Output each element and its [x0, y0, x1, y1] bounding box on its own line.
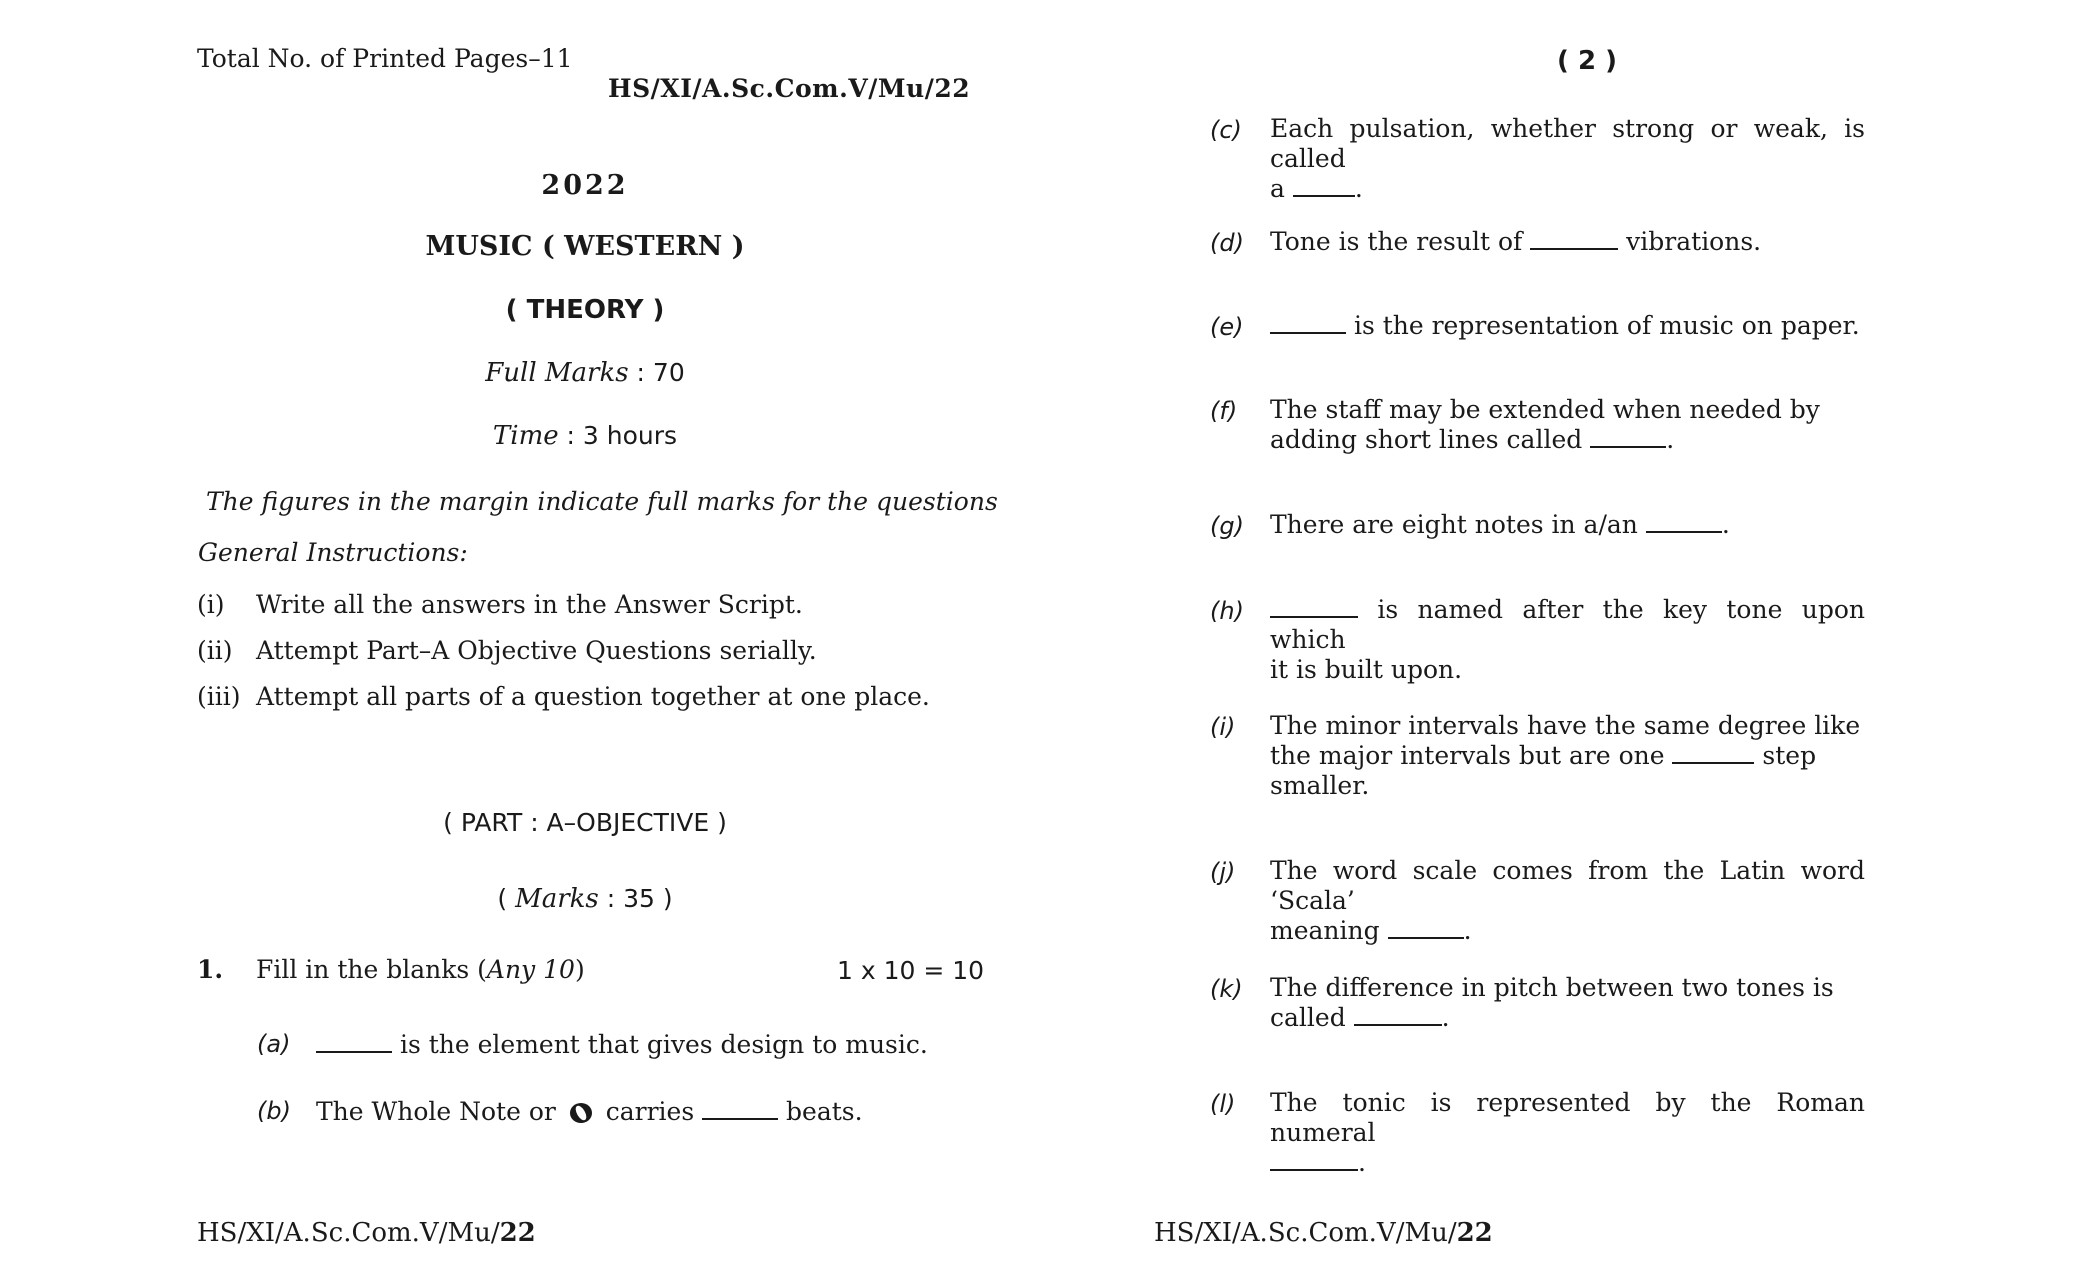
page-number: ( 2 ): [1557, 46, 1617, 76]
part-heading: ( PART : A–OBJECTIVE ): [443, 808, 727, 837]
question-b-post: beats.: [778, 1097, 863, 1126]
answer-blank: [316, 1033, 392, 1053]
question-1-marks: 1 x 10 = 10: [837, 956, 985, 985]
question-j-line1: The word scale comes from the Latin word ‘Scala’: [1270, 856, 1865, 915]
question-d-text: [1270, 227, 1865, 257]
question-f-text: [1270, 395, 1865, 455]
question-i-line1: The minor intervals have the same degree like: [1270, 711, 1861, 740]
question-g-label: (g): [1210, 512, 1244, 540]
question-b-mid: carries: [597, 1097, 703, 1126]
question-g-post: .: [1721, 510, 1730, 539]
question-a-body: is the element that gives design to music.: [392, 1030, 928, 1059]
answer-blank: [1293, 177, 1355, 197]
answer-blank: [1270, 598, 1358, 618]
question-c-line2-post: .: [1354, 174, 1363, 203]
question-b-label: (b): [257, 1097, 291, 1125]
paper-code: HS/XI/A.Sc.Com.V/Mu/22: [608, 74, 971, 103]
general-instructions-heading: General Instructions:: [198, 538, 468, 567]
question-e-post: is the representation of music on paper.: [1346, 311, 1860, 340]
part-marks: [385, 884, 785, 914]
question-k-text: [1270, 973, 1865, 1033]
full-marks-label: Full Marks: [485, 358, 629, 388]
question-b-text: [316, 1097, 863, 1126]
instruction-num: (ii): [197, 636, 233, 665]
question-b-pre: The Whole Note or: [316, 1097, 564, 1126]
question-1-instruction: Fill in the blanks (: [256, 955, 487, 984]
footer-code: [1154, 1218, 1493, 1248]
question-f-label: (f): [1210, 397, 1238, 425]
question-l-label: (l): [1210, 1090, 1236, 1118]
exam-year: 2022: [541, 170, 629, 201]
question-i-line2-post: step: [1754, 741, 1817, 770]
question-h-label: (h): [1210, 597, 1244, 625]
part-marks-label: Marks: [515, 884, 599, 914]
question-f-line2-post: .: [1666, 425, 1675, 454]
question-1-number: 1.: [197, 955, 224, 984]
right-page: [1050, 0, 2100, 1275]
question-i-text: [1270, 711, 1865, 801]
question-c-label: (c): [1210, 116, 1242, 144]
question-h-text: [1270, 595, 1865, 685]
question-h-line2: it is built upon.: [1270, 655, 1463, 684]
time-label: Time: [492, 421, 559, 451]
question-c-text: [1270, 114, 1865, 204]
question-f-line2-pre: adding short lines called: [1270, 425, 1591, 454]
question-l-text: [1270, 1088, 1865, 1178]
question-d-label: (d): [1210, 229, 1244, 257]
question-e-label: (e): [1210, 313, 1244, 341]
instruction-num: (iii): [197, 682, 241, 711]
question-k-line2-pre: called: [1270, 1003, 1354, 1032]
question-d-pre: Tone is the result of: [1270, 227, 1531, 256]
question-j-line2-pre: meaning: [1270, 916, 1388, 945]
part-marks-value: : 35 ): [598, 884, 673, 913]
instruction-text: Attempt all parts of a question together at one place.: [256, 682, 930, 711]
answer-blank: [1354, 1006, 1442, 1026]
question-a-label: (a): [257, 1030, 291, 1058]
question-d-post: vibrations.: [1618, 227, 1762, 256]
question-g-text: [1270, 510, 1865, 540]
question-f-line1: The staff may be extended when needed by: [1270, 395, 1820, 424]
answer-blank: [1646, 513, 1722, 533]
question-l-line1: The tonic is represented by the Roman numeral: [1270, 1088, 1865, 1147]
answer-blank: [1590, 428, 1666, 448]
question-c-line1: Each pulsation, whether strong or weak, is called: [1270, 114, 1865, 173]
question-l-line2-post: .: [1358, 1148, 1366, 1177]
full-marks: [385, 358, 785, 388]
instruction-text: Attempt Part–A Objective Questions serially.: [256, 636, 817, 665]
subject-title: MUSIC ( WESTERN ): [425, 231, 745, 262]
answer-blank: [1530, 230, 1618, 250]
question-j-text: [1270, 856, 1865, 946]
question-k-line1: The difference in pitch between two tones is: [1270, 973, 1834, 1002]
footer-code-year: 22: [1456, 1218, 1493, 1248]
instruction-num: (i): [197, 590, 225, 619]
question-c-line2-pre: a: [1270, 174, 1293, 203]
question-1-any: Any 10: [486, 955, 575, 984]
time-allowed: [385, 421, 785, 451]
question-i-label: (i): [1210, 713, 1236, 741]
footer-code-text: HS/XI/A.Sc.Com.V/Mu/: [1154, 1218, 1457, 1248]
full-marks-value: : 70: [628, 358, 685, 387]
question-i-line2-pre: the major intervals but are one: [1270, 741, 1673, 770]
question-1-text: [256, 955, 585, 984]
question-k-label: (k): [1210, 975, 1243, 1003]
question-e-text: [1270, 311, 1865, 341]
answer-blank: [1270, 314, 1346, 334]
footer-code-year: 22: [499, 1218, 536, 1248]
instruction-text: Write all the answers in the Answer Script.: [256, 590, 803, 619]
question-h-line1: is named after the key tone upon which: [1270, 595, 1865, 654]
answer-blank: [1270, 1151, 1358, 1171]
question-j-label: (j): [1210, 858, 1236, 886]
question-1-close: ): [574, 955, 585, 984]
question-a-text: [316, 1030, 928, 1059]
answer-blank: [1388, 919, 1464, 939]
answer-blank: [702, 1100, 778, 1120]
part-marks-open: (: [497, 884, 516, 913]
whole-note-icon: [568, 1099, 594, 1125]
answer-blank: [1672, 744, 1754, 764]
paper-type: ( THEORY ): [505, 295, 665, 325]
margin-note: The figures in the margin indicate full marks for the questions: [206, 487, 998, 516]
footer-code: [197, 1218, 536, 1248]
total-printed-pages: Total No. of Printed Pages–11: [197, 44, 573, 73]
question-g-pre: There are eight notes in a/an: [1270, 510, 1646, 539]
question-k-line2-post: .: [1441, 1003, 1450, 1032]
question-i-line3: smaller.: [1270, 771, 1370, 800]
footer-code-text: HS/XI/A.Sc.Com.V/Mu/: [197, 1218, 500, 1248]
question-j-line2-post: .: [1463, 916, 1472, 945]
time-value: : 3 hours: [558, 421, 678, 450]
